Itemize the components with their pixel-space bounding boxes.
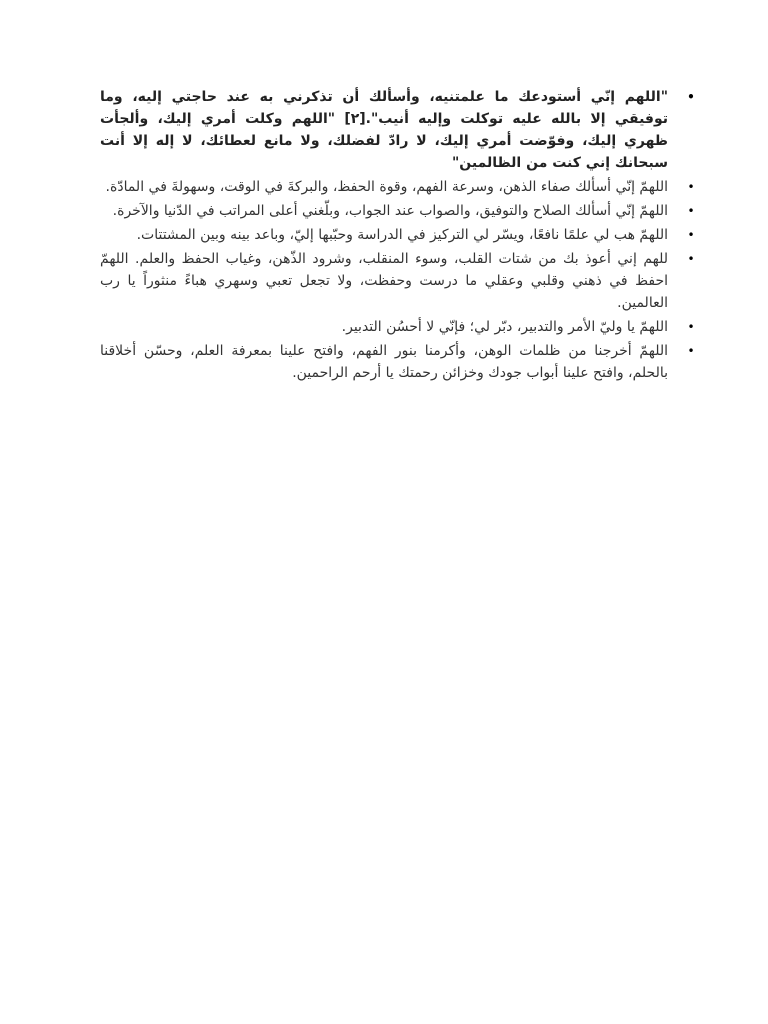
prayer-list — [100, 86, 695, 384]
bullet-icon: • — [687, 90, 695, 104]
prayer-text: اللهمّ أخرجنا من ظلمات الوهن، وأكرمنا بنور الفهم، وافتح علينا بمعرفة العلم، وحسّن أخلاقنا بالحلم، وافتح علينا أبواب جودك وخزائن رحمتك يا أرحم الراحمين. — [100, 343, 668, 381]
bullet-icon: • — [687, 204, 695, 218]
bullet-icon: • — [687, 252, 695, 266]
bullet-icon: • — [687, 344, 695, 358]
list-item — [100, 200, 695, 222]
list-item — [100, 224, 695, 246]
bullet-icon: • — [687, 228, 695, 242]
bullet-icon: • — [687, 180, 695, 194]
list-item — [100, 86, 695, 174]
list-item — [100, 316, 695, 338]
bullet-icon: • — [687, 320, 695, 334]
prayer-text: للهم إني أعوذ بك من شتات القلب، وسوء المنقلب، وشرود الذّهن، وغياب الحفظ والعلم. اللهمّ احفظ في ذهني وقلبي وعقلي ما درست وحفظت، ولا تجعل تعبي وسهري هباءً منثوراً يا رب العالمين. — [100, 251, 668, 311]
prayer-text: اللهمّ هب لي علمًا نافعًا، ويسّر لي التركيز في الدراسة وحبّبها إليّ، وباعد بينه وبين المشتتات. — [136, 227, 668, 243]
list-item — [100, 176, 695, 198]
prayer-text: اللهمّ يا وليّ الأمر والتدبير، دبّر لي؛ فإنّي لا أحسُن التدبير. — [341, 319, 668, 335]
list-item — [100, 340, 695, 384]
prayer-text: اللهمّ إنّي أسألك صفاء الذهن، وسرعة الفهم، وقوة الحفظ، والبركةَ في الوقت، وسهولةَ في المادّة. — [105, 179, 668, 195]
prayer-text: "اللهم إنّي أستودعك ما علمتنيه، وأسألك أن تذكرني به عند حاجتي إليه، وما توفيقي إلا بالله عليه توكلت وإليه أنيب".[٢] "اللهم وكلت أمري إليك، وألجأت ظهري إليك، وفوّضت أمري إليك، لا رادّ لفضلك، ولا مانع لعطائك، لا إله إلا أنت سبحانك إني كنت من الظالمين" — [100, 89, 668, 171]
prayer-text: اللهمّ إنّي أسألك الصلاح والتوفيق، والصواب عند الجواب، وبلّغني أعلى المراتب في الدّنيا والآخرة. — [112, 203, 668, 219]
list-item — [100, 248, 695, 314]
